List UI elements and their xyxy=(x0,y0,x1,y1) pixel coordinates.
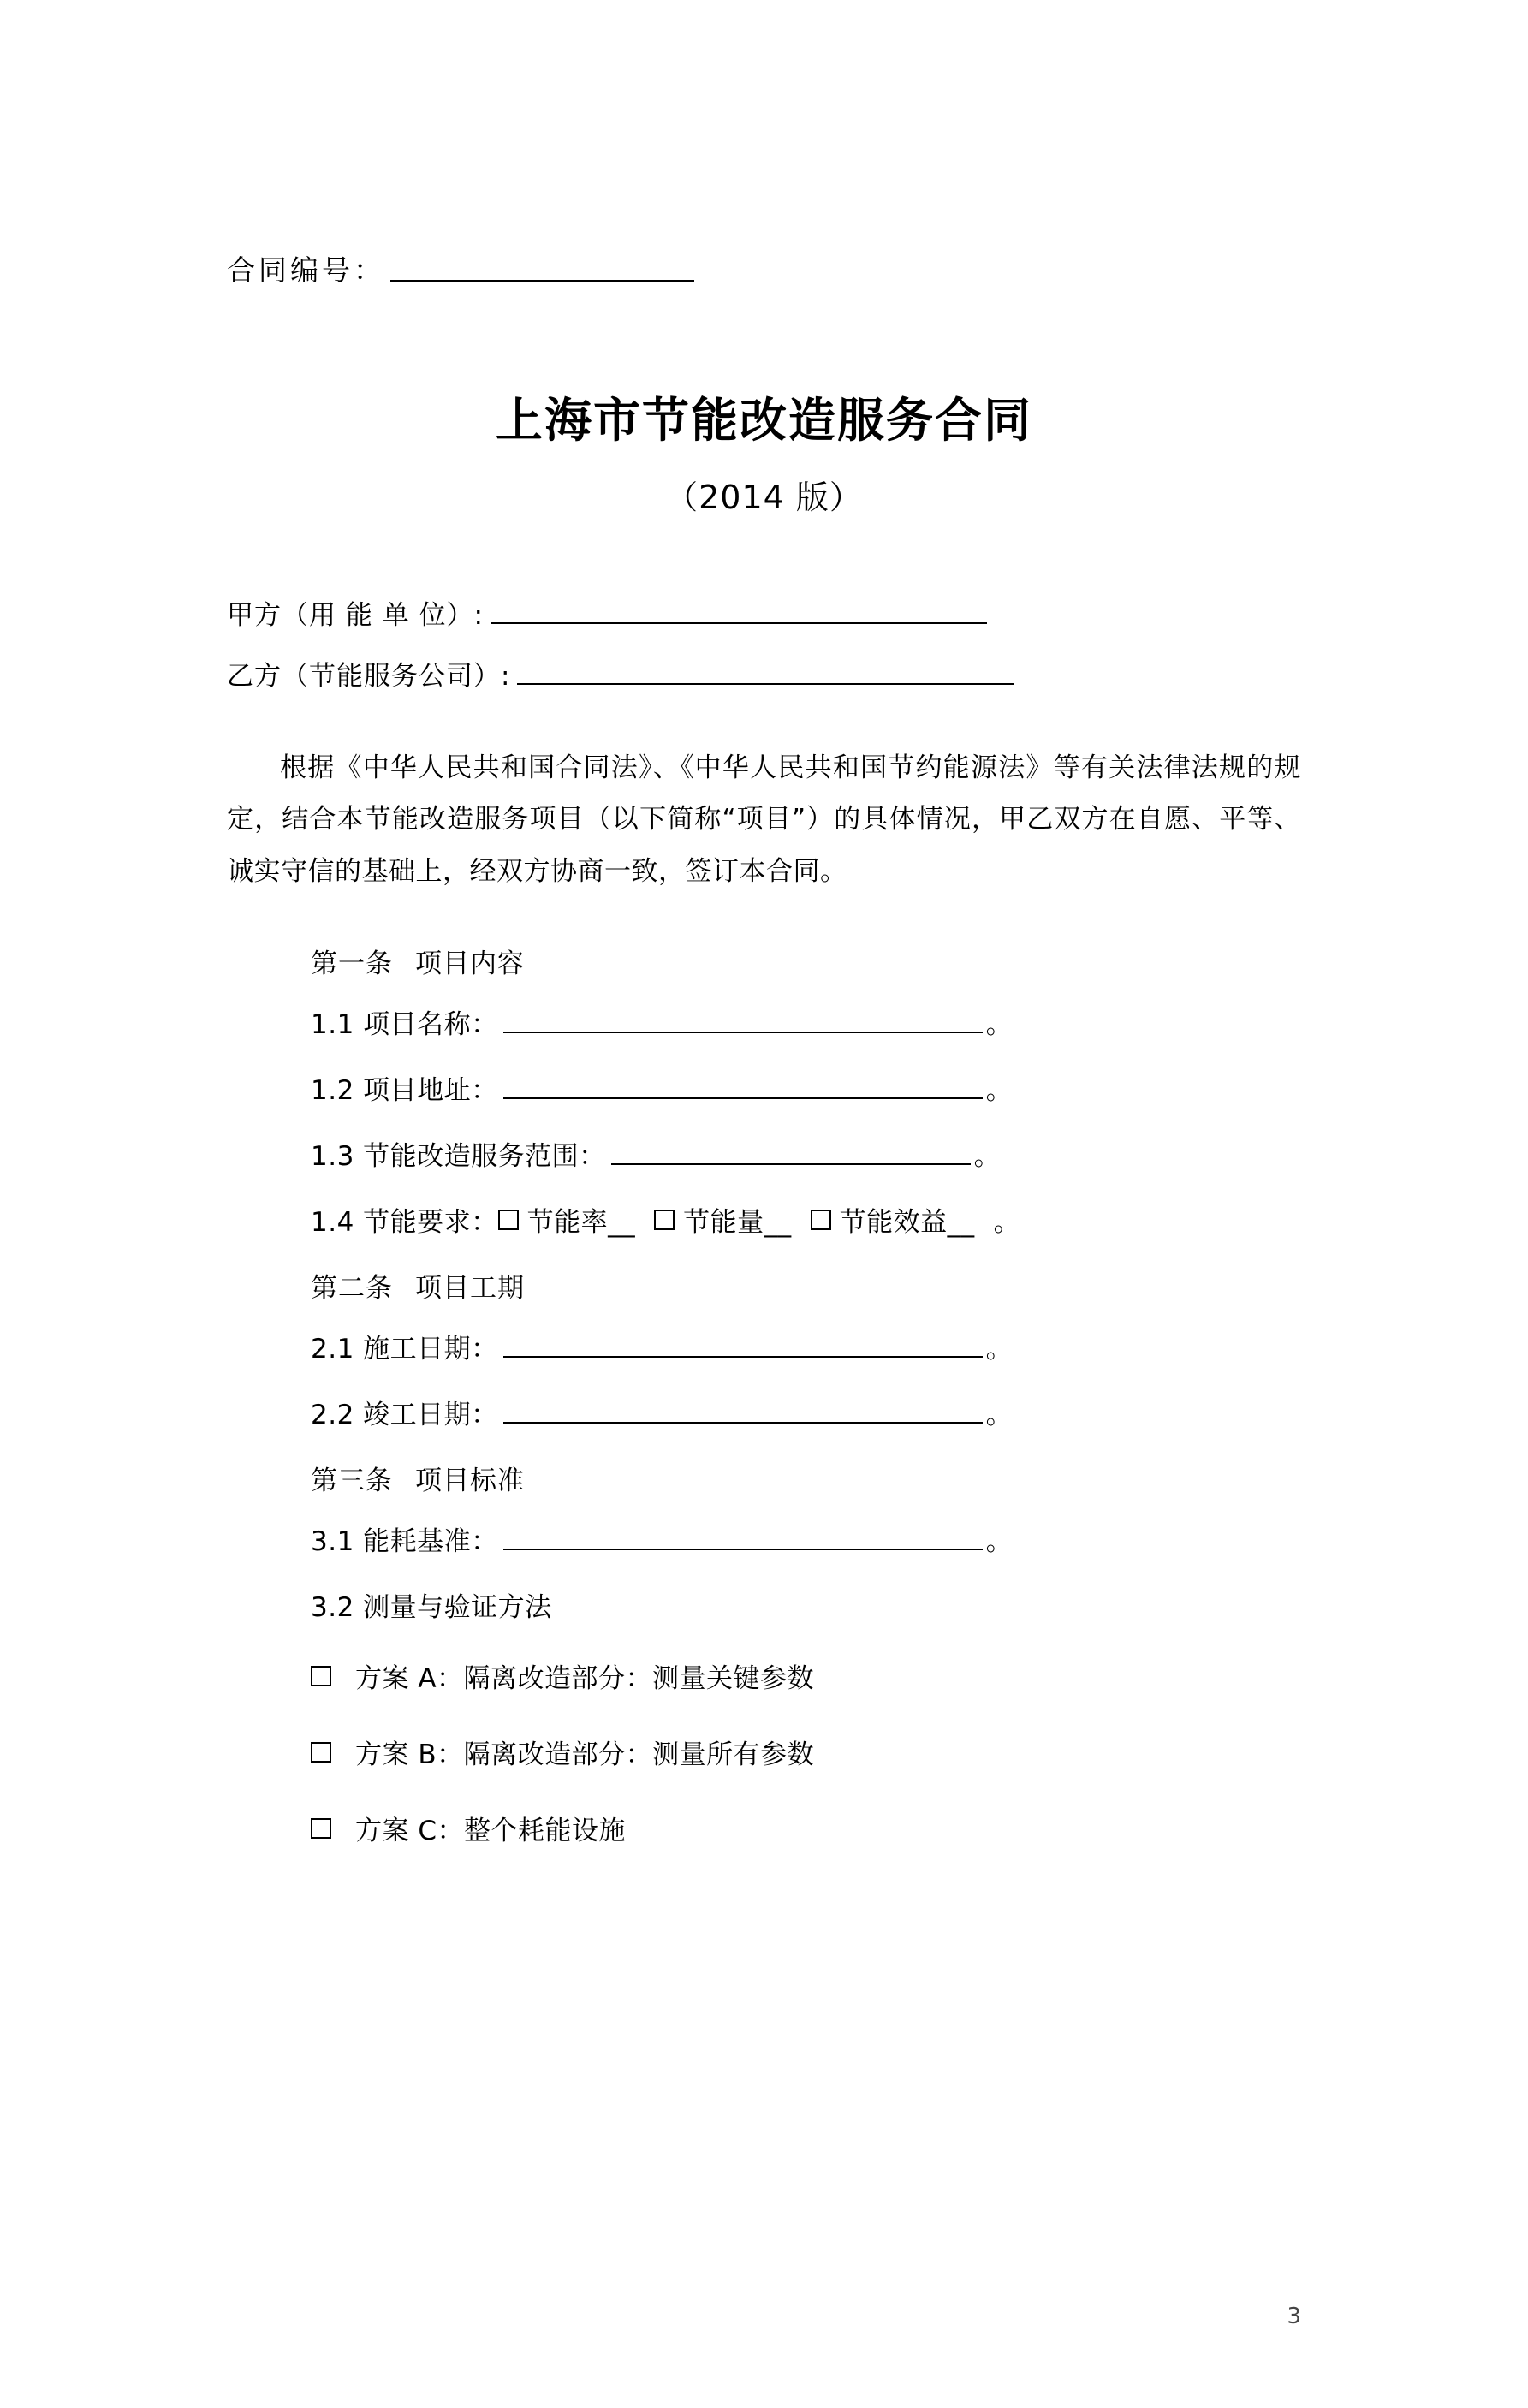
plan-b-label: 方案 B：隔离改造部分：测量所有参数 xyxy=(355,1739,815,1771)
clause-1-3 xyxy=(311,1134,1301,1173)
clause-2-2-tail: 。 xyxy=(985,1400,1014,1431)
clause-1-1 xyxy=(311,1002,1301,1041)
clause-1-3-label: 1.3 节能改造服务范围： xyxy=(311,1141,606,1173)
clause-2-1-tail: 。 xyxy=(985,1334,1014,1365)
clause-1-2 xyxy=(311,1068,1301,1107)
plan-a-label: 方案 A：隔离改造部分：测量关键参数 xyxy=(355,1663,815,1695)
clause-1-4 xyxy=(311,1200,1301,1239)
clause-1-4-tail: 。 xyxy=(993,1207,1021,1239)
party-b-blank[interactable] xyxy=(517,682,1014,685)
clause-1-2-label: 1.2 项目地址： xyxy=(311,1075,498,1107)
clause-3-1-label: 3.1 能耗基准： xyxy=(311,1526,498,1558)
article-3-title: 项目标准 xyxy=(415,1466,525,1497)
contract-number-line xyxy=(227,248,1301,288)
article-3-heading xyxy=(311,1459,1301,1497)
preamble-paragraph: 根据《中华人民共和国合同法》、《中华人民共和国节约能源法》等有关法律法规的规定，结合本节能改造服务项目（以下简称“项目”）的具体情况，甲乙双方在自愿、平等、诚实守信的基础上，经双方协商一致，签订本合同。 xyxy=(227,752,1301,887)
page-subtitle: （2014 版） xyxy=(665,479,863,516)
party-b-row xyxy=(227,654,1301,693)
checkbox-icon-energy-amount[interactable] xyxy=(654,1210,675,1230)
clause-2-2-label: 2.2 竣工日期： xyxy=(311,1400,498,1431)
article-3-number: 第三条 xyxy=(311,1466,393,1497)
clause-2-2-blank[interactable] xyxy=(503,1421,983,1424)
clause-1-1-label: 1.1 项目名称： xyxy=(311,1009,498,1041)
clause-3-1 xyxy=(311,1519,1301,1558)
clause-3-1-blank[interactable] xyxy=(503,1548,983,1550)
checkbox-icon-energy-benefit[interactable] xyxy=(811,1210,831,1230)
page-title: 上海市节能改造服务合同 xyxy=(495,393,1032,448)
article-1-number: 第一条 xyxy=(311,948,393,980)
checkbox-icon-plan-b[interactable] xyxy=(311,1742,331,1763)
parties-section xyxy=(227,593,1301,693)
article-2-title: 项目工期 xyxy=(415,1273,525,1305)
party-a-label: 甲方（用 能 单 位）: xyxy=(227,600,485,631)
option-energy-amount[interactable]: 节能量__ xyxy=(683,1207,792,1239)
clause-3-2-heading: 3.2 测量与验证方法 xyxy=(311,1592,552,1624)
plan-option-c[interactable] xyxy=(311,1809,1301,1847)
article-1-heading xyxy=(311,942,1301,980)
checkbox-icon-plan-a[interactable] xyxy=(311,1666,331,1686)
checkbox-icon-plan-c[interactable] xyxy=(311,1818,331,1839)
clause-2-2 xyxy=(311,1393,1301,1431)
article-2-heading xyxy=(311,1266,1301,1305)
option-energy-rate[interactable]: 节能率__ xyxy=(526,1207,636,1239)
option-energy-benefit[interactable]: 节能效益__ xyxy=(839,1207,975,1239)
page-number: 3 xyxy=(1287,2304,1301,2329)
clause-1-1-blank[interactable] xyxy=(503,1031,983,1033)
article-2-number: 第二条 xyxy=(311,1273,393,1305)
clause-1-4-label: 1.4 节能要求： xyxy=(311,1207,498,1239)
contract-number-label: 合同编号： xyxy=(227,253,385,287)
checkbox-icon-energy-rate[interactable] xyxy=(498,1210,519,1230)
party-b-label: 乙方（节能服务公司）: xyxy=(227,661,511,692)
document-page xyxy=(0,248,1528,2408)
plan-option-a[interactable] xyxy=(311,1656,1301,1695)
plan-c-label: 方案 C：整个耗能设施 xyxy=(355,1816,626,1847)
clauses-section xyxy=(227,942,1301,1847)
clause-1-3-blank[interactable] xyxy=(611,1162,971,1165)
clause-3-1-tail: 。 xyxy=(985,1526,1014,1558)
clause-2-1-label: 2.1 施工日期： xyxy=(311,1334,498,1365)
contract-number-blank[interactable] xyxy=(390,279,694,282)
clause-1-2-tail: 。 xyxy=(985,1075,1014,1107)
clause-2-1 xyxy=(311,1327,1301,1365)
clause-1-2-blank[interactable] xyxy=(503,1097,983,1099)
party-a-blank[interactable] xyxy=(491,621,987,624)
clause-1-3-tail: 。 xyxy=(973,1141,1002,1173)
clause-1-1-tail: 。 xyxy=(985,1009,1014,1041)
clause-2-1-blank[interactable] xyxy=(503,1355,983,1358)
article-1-title: 项目内容 xyxy=(415,948,525,980)
plan-option-b[interactable] xyxy=(311,1733,1301,1771)
party-a-row xyxy=(227,593,1301,632)
